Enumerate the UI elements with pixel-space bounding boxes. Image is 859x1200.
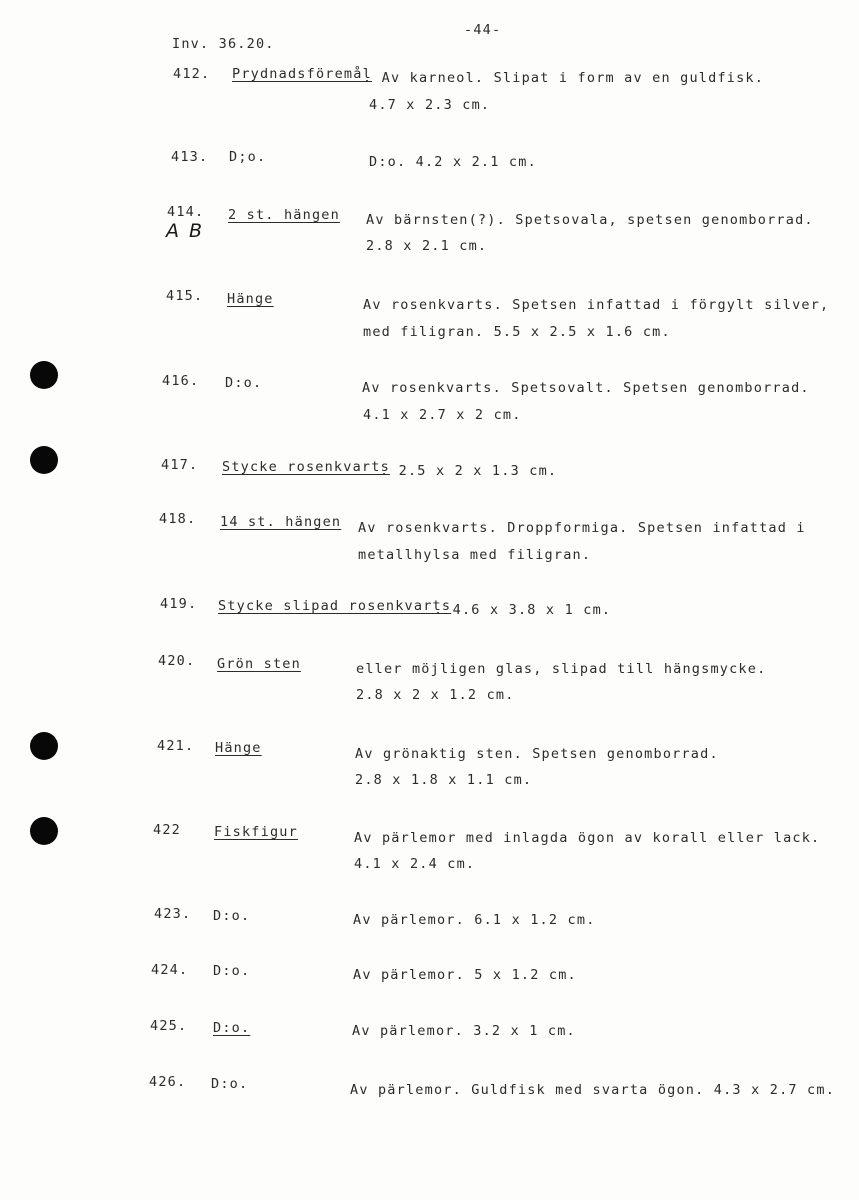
entry-description: Av rosenkvarts. Spetsovalt. Spetsen genomborrad.	[362, 380, 810, 396]
entry-name: 14 st. hängen	[220, 514, 342, 530]
entry-description: Av pärlemor. 5 x 1.2 cm.	[353, 967, 577, 983]
entry-dimensions: 2.8 x 1.8 x 1.1 cm.	[355, 772, 533, 788]
entry-name: D;o.	[229, 149, 267, 165]
entry-name: Stycke slipad rosenkvarts	[218, 598, 452, 614]
entry-description: Av grönaktig sten. Spetsen genomborrad.	[355, 746, 719, 762]
entry-description: . Av karneol. Slipat i form av en guldfisk.	[363, 70, 765, 86]
entry-dimensions: 2.8 x 2.1 cm.	[366, 238, 488, 254]
entry-name: Prydnadsföremål	[232, 66, 372, 82]
entry-number: 412.	[173, 66, 211, 82]
entry-number: 413.	[171, 149, 209, 165]
entry-number: 417.	[161, 457, 199, 473]
entry-number: 418.	[159, 511, 197, 527]
entry-name: Hänge	[215, 740, 262, 756]
handwritten-note: A B	[166, 220, 205, 242]
entry-description: Av pärlemor. Guldfisk med svarta ögon. 4.3 x 2.7 cm.	[350, 1082, 836, 1098]
entry-number: 419.	[160, 596, 198, 612]
entry-number: 421.	[157, 738, 195, 754]
entry-number: 424.	[151, 962, 189, 978]
entry-name: Hänge	[227, 291, 274, 307]
punch-hole	[30, 732, 58, 760]
entry-name: D:o.	[225, 375, 263, 391]
entry-number: 415.	[166, 288, 204, 304]
page-number: -44-	[464, 22, 502, 38]
entry-name: D:o.	[213, 963, 251, 979]
punch-hole	[30, 446, 58, 474]
entry-description: Av rosenkvarts. Droppformiga. Spetsen infattad i	[358, 520, 806, 536]
entry-description: Av pärlemor. 3.2 x 1 cm.	[352, 1023, 576, 1039]
entry-number: 420.	[158, 653, 196, 669]
entry-number: 414.	[167, 204, 205, 220]
punch-hole	[30, 817, 58, 845]
entry-dimensions: 4.1 x 2.4 cm.	[354, 856, 476, 872]
entry-number: 416.	[162, 373, 200, 389]
entry-description: D:o. 4.2 x 2.1 cm.	[369, 154, 537, 170]
entry-dimensions: 2.8 x 2 x 1.2 cm.	[356, 687, 515, 703]
entry-number: 426.	[149, 1074, 187, 1090]
entry-name: 2 st. hängen	[228, 207, 340, 223]
entry-dimensions: 4.7 x 2.3 cm.	[369, 97, 491, 113]
entry-dimensions: med filigran. 5.5 x 2.5 x 1.6 cm.	[363, 324, 671, 340]
entry-description: Av pärlemor. 6.1 x 1.2 cm.	[353, 912, 596, 928]
entry-name: Stycke rosenkvarts	[222, 459, 390, 475]
entry-dimensions: 4.1 x 2.7 x 2 cm.	[363, 407, 522, 423]
entry-number: 422	[153, 822, 181, 838]
entry-description: Av rosenkvarts. Spetsen infattad i förgylt silver,	[363, 297, 830, 313]
entry-description: . 2.5 x 2 x 1.3 cm.	[380, 463, 558, 479]
entry-number: 423.	[154, 906, 192, 922]
entry-dimensions: metallhylsa med filigran.	[358, 547, 592, 563]
entry-description: eller möjligen glas, slipad till hängsmycke.	[356, 661, 767, 677]
entry-name: D:o.	[213, 1020, 251, 1036]
entry-description: Av pärlemor med inlagda ögon av korall eller lack.	[354, 830, 821, 846]
entry-description: . 4.6 x 3.8 x 1 cm.	[434, 602, 612, 618]
entry-name: D:o.	[211, 1076, 249, 1092]
entry-number: 425.	[150, 1018, 188, 1034]
entry-name: Grön sten	[217, 656, 301, 672]
punch-hole	[30, 361, 58, 389]
inventory-number: Inv. 36.20.	[172, 36, 275, 52]
entry-name: Fiskfigur	[214, 824, 298, 840]
entry-description: Av bärnsten(?). Spetsovala, spetsen genomborrad.	[366, 212, 814, 228]
entry-name: D:o.	[213, 908, 251, 924]
